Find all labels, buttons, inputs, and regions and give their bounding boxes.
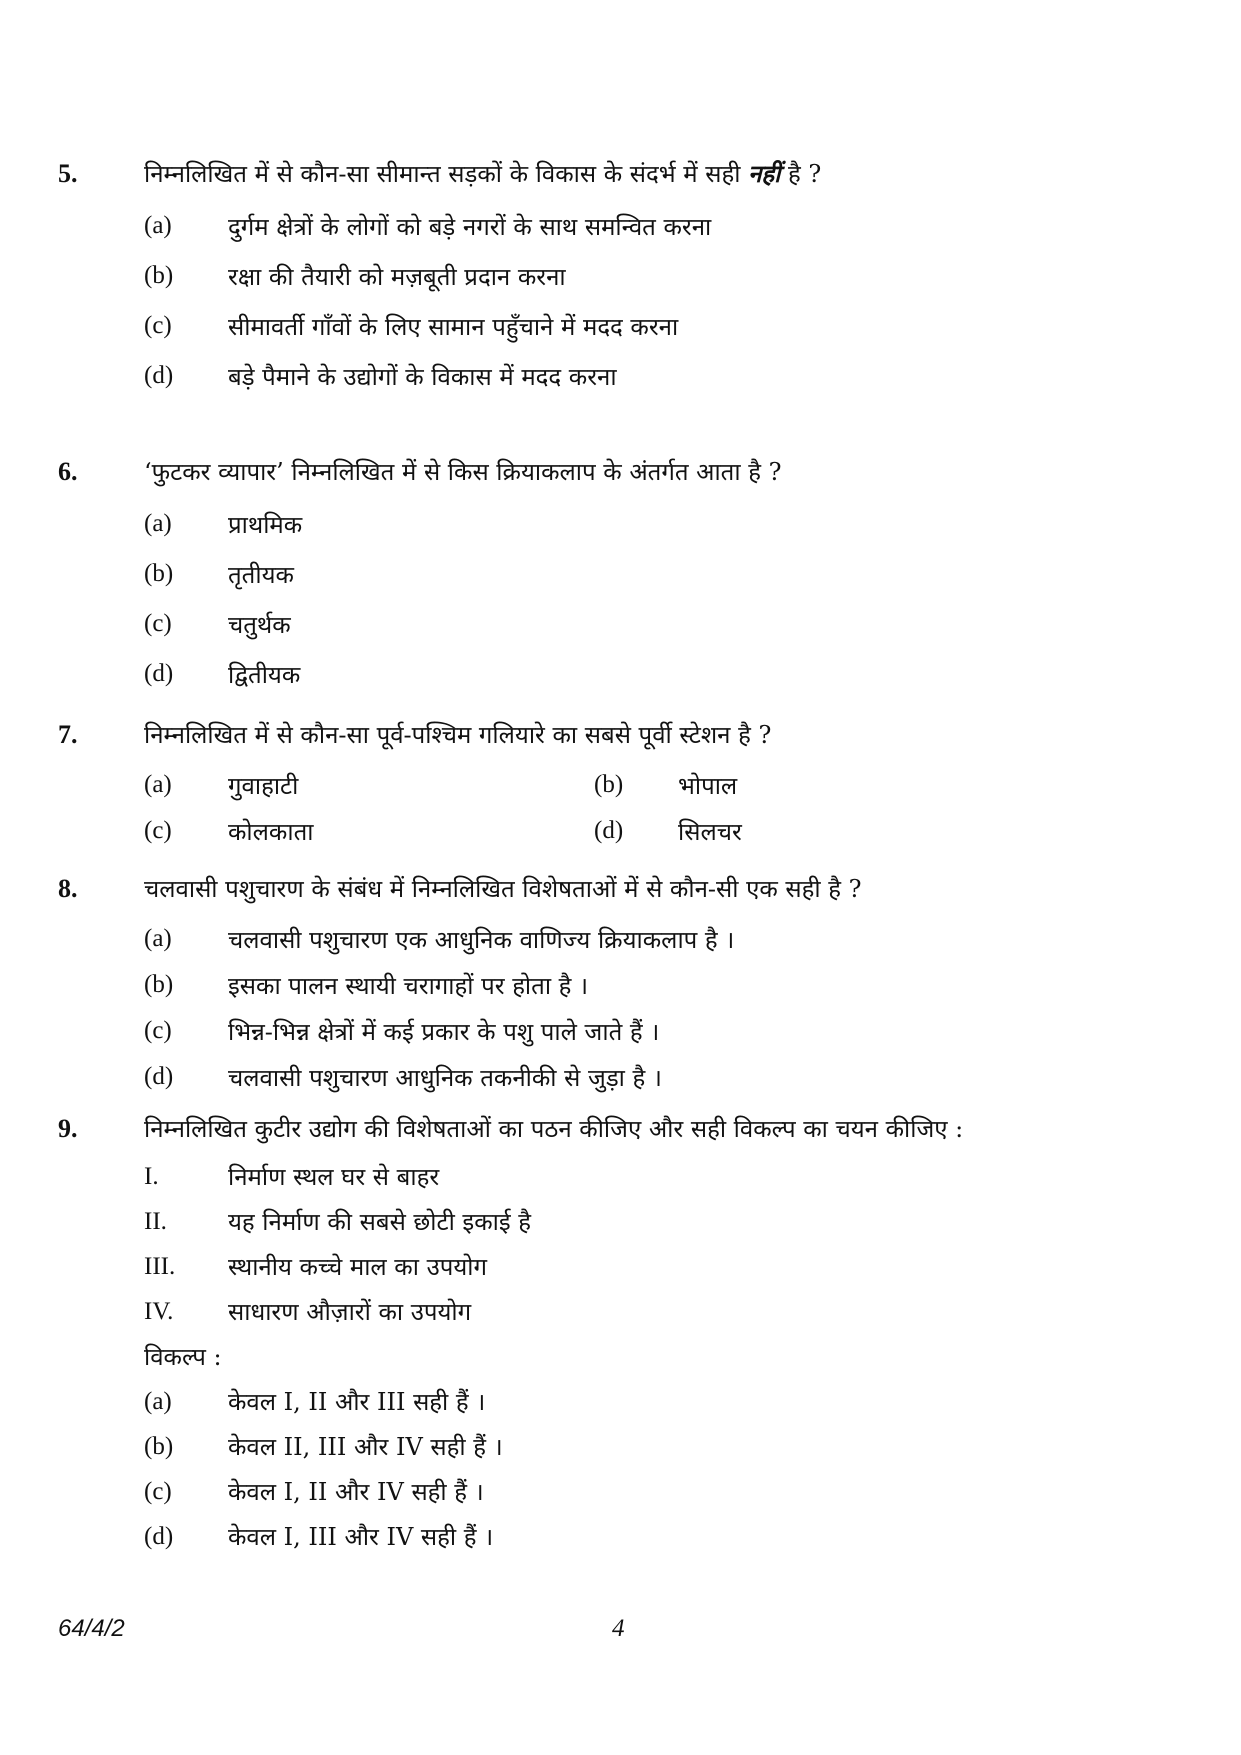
question-text: निम्नलिखित में से कौन-सा सीमान्त सड़कों के विकास के संदर्भ में सही नहीं है ? [144,159,822,188]
question-number: 7. [58,720,78,749]
option-b: (b) केवल II, III और IV सही हैं । [144,1432,503,1461]
option-d: (d) चलवासी पशुचारण आधुनिक तकनीकी से जुड़ा है । [144,1063,662,1092]
question-number: 6. [58,457,78,486]
option-list [58,499,1198,699]
option-c: (c) सीमावर्ती गाँवों के लिए सामान पहुँचाने में मदद करना [144,312,679,341]
statement-1: I. निर्माण स्थल घर से बाहर [144,1162,440,1191]
question-text: निम्नलिखित में से कौन-सा पूर्व-पश्चिम गलियारे का सबसे पूर्वी स्टेशन है ? [144,721,772,749]
option-c: (c) कोलकाता [144,817,314,846]
option-c: (c) केवल I, II और IV सही हैं । [144,1477,484,1506]
option-grid [144,762,1198,854]
emphasis-word: नहीं [748,159,781,188]
question-9 [58,1110,1198,1559]
statement-3: III. स्थानीय कच्चे माल का उपयोग [144,1252,488,1281]
question-5 [58,155,1198,401]
option-d: (d) द्वितीयक [144,660,301,689]
options-heading: विकल्प : [144,1343,222,1371]
option-a: (a) केवल I, II और III सही हैं । [144,1387,486,1416]
question-text: निम्नलिखित कुटीर उद्योग की विशेषताओं का पठन कीजिए और सही विकल्प का चयन कीजिए : [144,1115,964,1143]
question-7 [58,716,1198,854]
option-a: (a) प्राथमिक [144,510,303,539]
option-c: (c) भिन्न-भिन्न क्षेत्रों में कई प्रकार के पशु पाले जाते हैं । [144,1017,660,1046]
question-number: 9. [58,1114,78,1143]
question-6 [58,453,1198,699]
option-a: (a) दुर्गम क्षेत्रों के लोगों को बड़े नगरों के साथ समन्वित करना [144,212,712,241]
question-number: 5. [58,159,78,188]
question-text: चलवासी पशुचारण के संबंध में निम्नलिखित विशेषताओं में से कौन-सी एक सही है ? [144,875,862,903]
option-list [58,916,1198,1100]
option-list [58,1379,1198,1559]
option-b: (b) तृतीयक [144,560,294,589]
option-a: (a) चलवासी पशुचारण एक आधुनिक वाणिज्य क्रियाकलाप है । [144,925,735,954]
option-d: (d) बड़े पैमाने के उद्योगों के विकास में मदद करना [144,362,617,391]
question-number: 8. [58,874,78,903]
option-d: (d) केवल I, III और IV सही हैं । [144,1522,494,1551]
paper-code: 64/4/2 [58,1615,125,1642]
page-number: 4 [612,1615,625,1642]
option-a: (a) गुवाहाटी [144,771,299,800]
statement-list [58,1154,1198,1334]
question-text: ‘फुटकर व्यापार’ निम्नलिखित में से किस क्रियाकलाप के अंतर्गत आता है ? [144,458,782,486]
option-b: (b) भोपाल [594,771,738,800]
statement-4: IV. साधारण औज़ारों का उपयोग [144,1297,472,1326]
option-b: (b) इसका पालन स्थायी चरागाहों पर होता है । [144,971,589,1000]
option-b: (b) रक्षा की तैयारी को मज़बूती प्रदान करना [144,262,566,291]
statement-2: II. यह निर्माण की सबसे छोटी इकाई है [144,1207,532,1236]
option-d: (d) सिलचर [594,817,742,846]
question-8 [58,870,1198,1100]
option-c: (c) चतुर्थक [144,610,291,639]
option-list [58,201,1198,401]
